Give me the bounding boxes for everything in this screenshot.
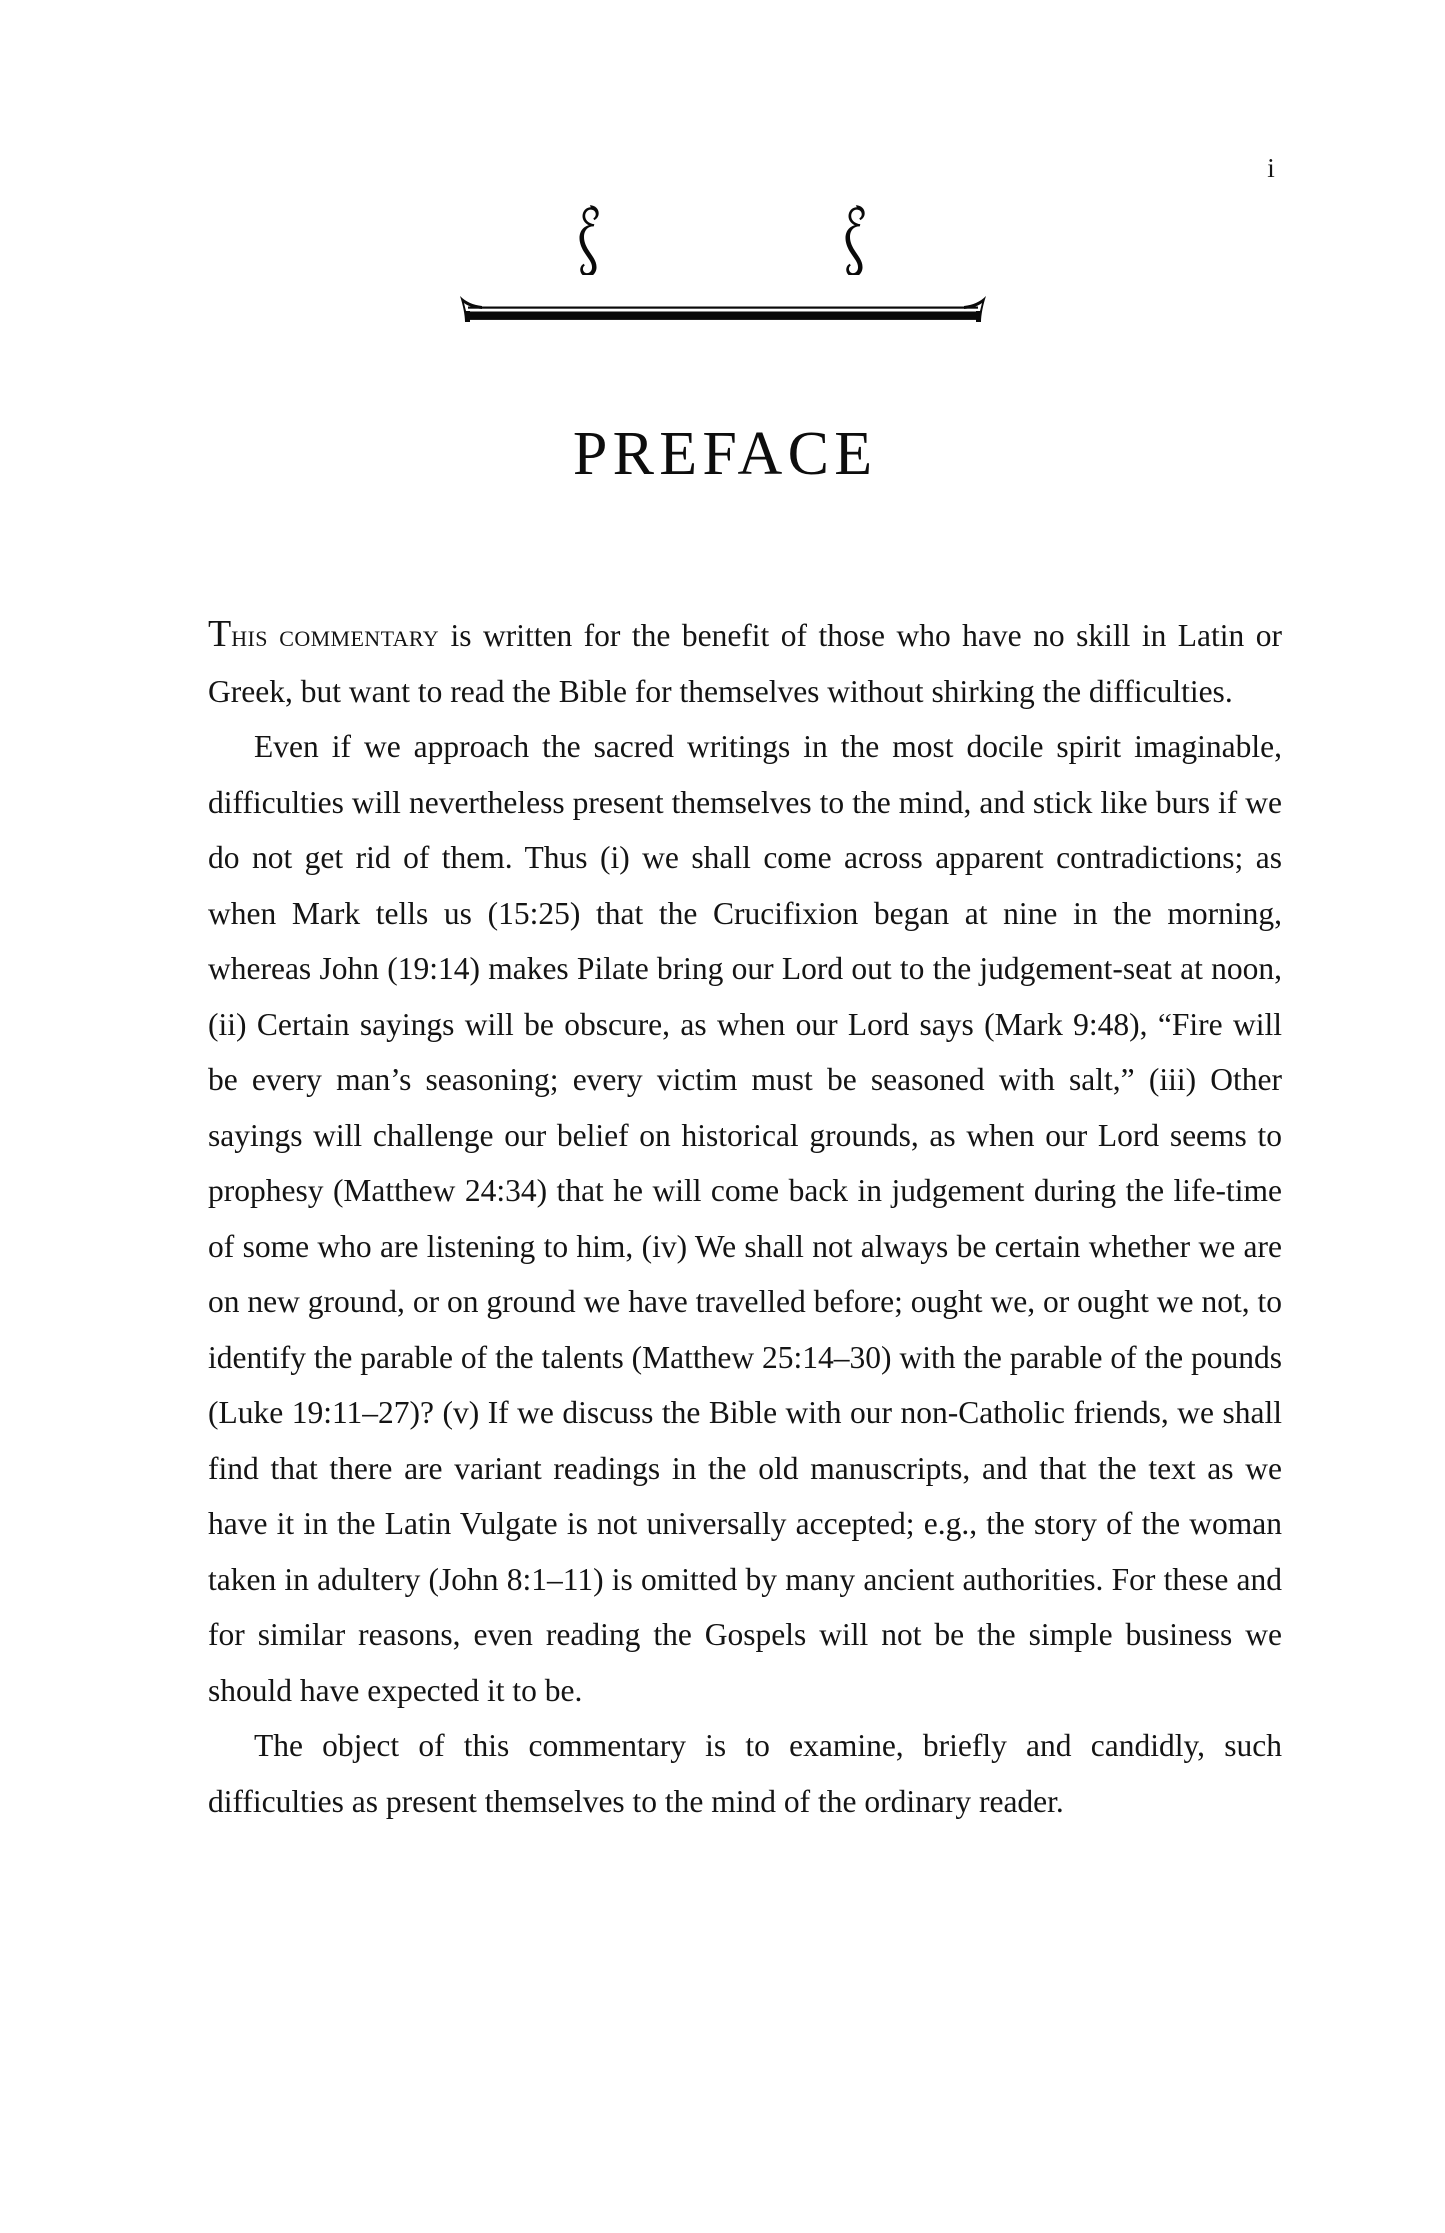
page-number: i	[1267, 153, 1275, 183]
opening-space	[268, 618, 279, 653]
paragraph-1-rest: is written for the benefit of those who have no skill in Latin or Greek, but want to read the Bible for themselves without shirking the difficulties.	[208, 618, 1283, 709]
fleuron-ornament-right	[839, 205, 873, 275]
fleuron-pair	[0, 205, 1445, 295]
body-text	[208, 608, 1282, 1829]
header-ornament	[0, 205, 1445, 345]
tapered-rule-ornament	[456, 293, 990, 329]
opening-smallcaps-2: commentary	[279, 618, 439, 653]
page-title: PREFACE	[572, 420, 878, 488]
fleuron-ornament-left	[573, 205, 607, 275]
drop-initial: T	[208, 613, 232, 655]
paragraph-1	[208, 608, 1282, 719]
paragraph-2: Even if we approach the sacred writings in the most docile spirit imaginable, difficulties will nevertheless present themselves to the mind, and stick like burs if we do not get rid of them. Thus (i) we shall come across apparent contradictions; as when Mark tells us (15:25) that the Crucifixion began at nine in the morning, whereas John (19:14) makes Pilate bring our Lord out to the judgement-seat at noon, (ii) Certain sayings will be obscure, as when our Lord says (Mark 9:48), “Fire will be every man’s seasoning; every victim must be seasoned with salt,” (iii) Other sayings will challenge our belief on historical grounds, as when our Lord seems to prophesy (Matthew 24:34) that he will come back in judgement during the life-time of some who are listening to him, (iv) We shall not always be certain whether we are on new ground, or on ground we have travelled before; ought we, or ought we not, to identify the parable of the talents (Matthew 25:14–30) with the parable of the pounds (Luke 19:11–27)? (v) If we discuss the Bible with our non-Catholic friends, we shall find that there are variant readings in the old manuscripts, and that the text as we have it in the Latin Vulgate is not universally accepted; e.g., the story of the woman taken in adultery (John 8:1–11) is omitted by many ancient authorities. For these and for similar reasons, even reading the Gospels will not be the simple business we should have expected it to be.	[208, 729, 1282, 1708]
opening-smallcaps-1: his	[231, 618, 268, 653]
paragraph-3: The object of this commentary is to examine, briefly and candidly, such difficulties as present themselves to the mind of the ordinary reader.	[208, 1728, 1282, 1819]
